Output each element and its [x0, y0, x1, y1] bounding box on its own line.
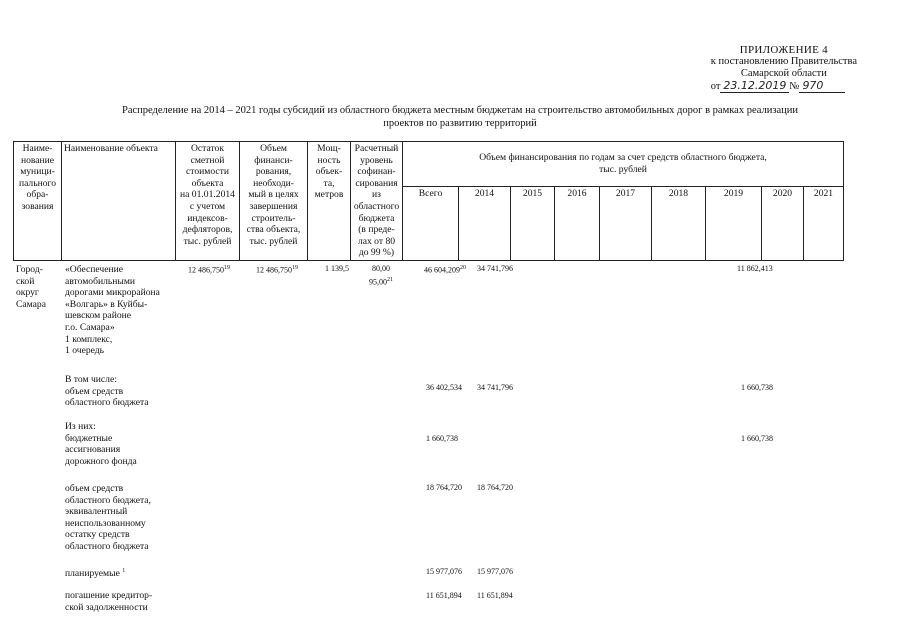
col-2018: 2018 — [652, 186, 706, 260]
col-volume: Объем финанси- рования, необходи- мый в целях завершения строитель- ства объекта, тыс. рублей — [240, 142, 308, 261]
col-2014: 2014 — [459, 186, 511, 260]
header-line-3: Самарской области — [740, 68, 827, 79]
col-object: Наименование объекта — [62, 142, 176, 261]
header-line-2: к постановлению Правительства — [710, 56, 857, 67]
object-name: «Обеспечение автомобильными дорогами микрорайона «Волгарь» в Куйбы- шевском районе г.о. Самара» 1 комплекс, 1 очередь — [65, 264, 160, 357]
title-line-2: проектов по развитию территорий — [383, 118, 537, 129]
main-total: 46 604,209$^{20}$ — [424, 265, 466, 275]
section2-total: 1 660,738 — [426, 434, 458, 443]
col-cofinancing: Расчетный уровень софинан- сирования из областного бюджета (в преде- лах от 80 до 99 %) — [351, 142, 403, 261]
section3-total: 18 764,720 — [426, 483, 462, 492]
col-2017: 2017 — [600, 186, 652, 260]
appendix-title: ПРИЛОЖЕНИЕ 4 — [739, 44, 828, 56]
section1-2019: 1 660,738 — [741, 383, 773, 392]
main-2019: 11 862,413 — [737, 264, 773, 273]
section-including-label: В том числе: объем средств областного бюджета — [65, 374, 149, 409]
from-prefix: от — [710, 81, 721, 92]
section5-2014: 11 651,894 — [477, 591, 513, 600]
number-prefix: № — [789, 81, 800, 92]
col-2019: 2019 — [706, 186, 762, 260]
handwritten-number: 970 — [799, 79, 845, 93]
section4-total: 15 977,076 — [426, 567, 462, 576]
section-debt-repayment-label: погашение кредитор- ской задолженности — [65, 590, 153, 613]
section-of-which-label: Из них: бюджетные ассигнования дорожного фонда — [65, 421, 137, 467]
section2-2019: 1 660,738 — [741, 434, 773, 443]
section1-2014: 34 741,796 — [477, 383, 513, 392]
col-capacity: Мощ- ность объек- та, метров — [308, 142, 351, 261]
col-years-group: Объем финансирования по годам за счет средств областного бюджета, тыс. рублей — [403, 142, 844, 187]
main-balance: 12 486,750$^{19}$ — [188, 265, 230, 275]
section-unused-balance-label: объем средств областного бюджета, эквивалентный неиспользованному остатку средств областного бюджета — [65, 483, 151, 552]
col-total: Всего — [403, 186, 459, 260]
col-2021: 2021 — [804, 186, 844, 260]
col-2016: 2016 — [555, 186, 600, 260]
main-volume: 12 486,750$^{19}$ — [256, 265, 298, 275]
title-line-1: Распределение на 2014 – 2021 годы субсидий из областного бюджета местным бюджетам на строительство автомобильных дорог в рамках реализации — [121, 105, 799, 116]
handwritten-date: 23.12.2019 — [720, 79, 789, 93]
col-municipality: Наиме- нование муници- пального обра- зования — [14, 142, 62, 261]
section5-total: 11 651,894 — [426, 591, 462, 600]
col-balance: Остаток сметной стоимости объекта на 01.01.2014 с учетом индексов- дефляторов, тыс. рублей — [176, 142, 240, 261]
col-2020: 2020 — [762, 186, 804, 260]
section1-total: 36 402,534 — [426, 383, 462, 392]
section3-2014: 18 764,720 — [477, 483, 513, 492]
main-2014: 34 741,796 — [477, 264, 513, 273]
col-2015: 2015 — [511, 186, 555, 260]
main-capacity: 1 139,5 — [325, 264, 349, 273]
section-planned-label: планируемые $^1$ — [65, 568, 126, 580]
main-cofinancing: 80,00 95,00$^{21}$ — [369, 264, 393, 287]
section4-2014: 15 977,076 — [477, 567, 513, 576]
municipality-name: Город- ской округ Самара — [16, 264, 46, 310]
